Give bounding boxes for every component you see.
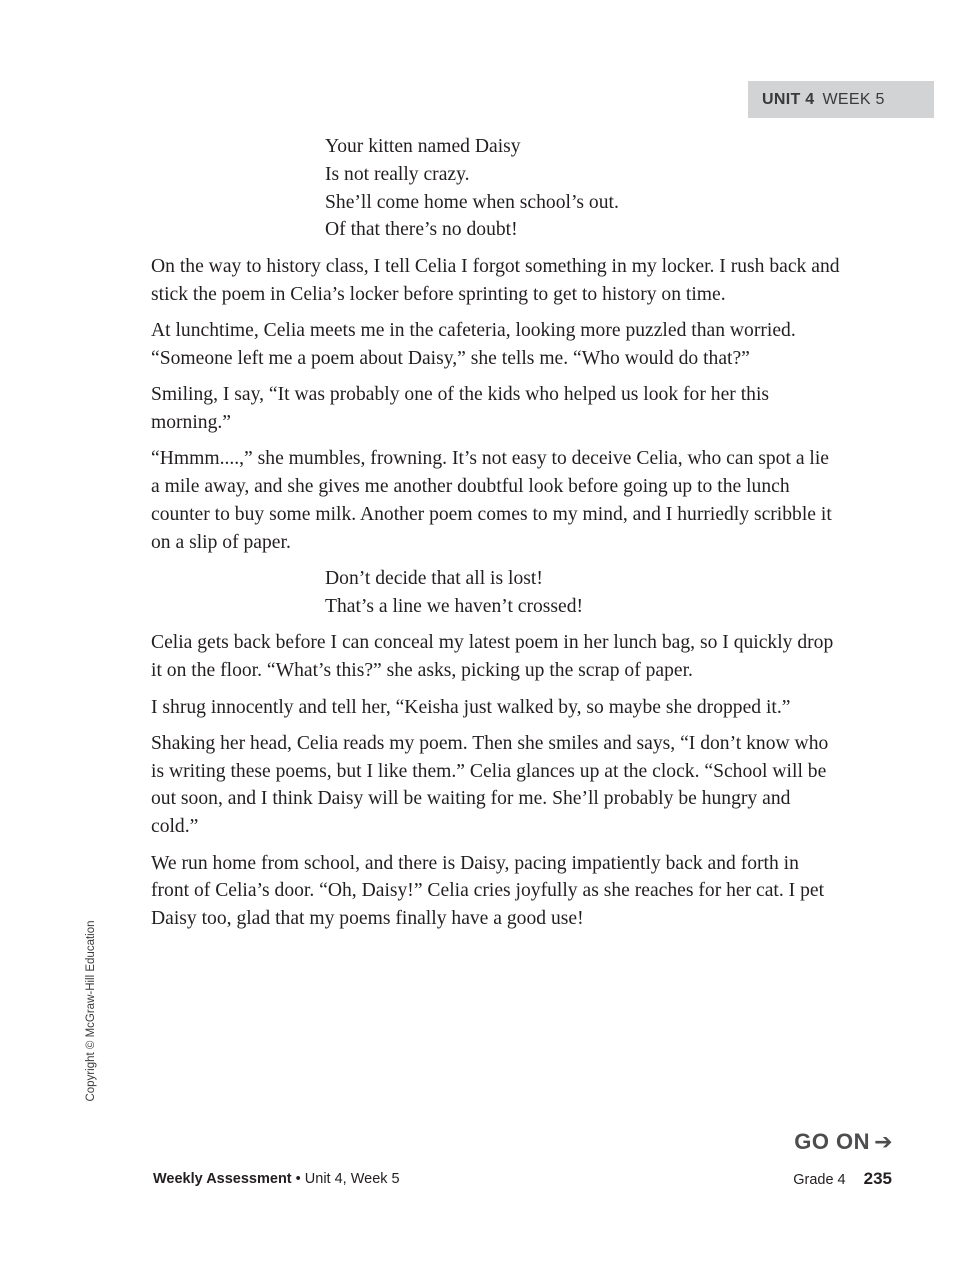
paragraph: We run home from school, and there is Daisy, pacing impatiently back and forth in front of Celia’s door. “Oh, Daisy!” Celia cries joyfully as she reaches for her cat. I pet Daisy too, glad that my poems finally have a good use! — [151, 852, 825, 930]
paragraph: Celia gets back before I can conceal my latest poem in her lunch bag, so I quickly drop it on the floor. “What’s this?” she asks, picking up the scrap of paper. — [151, 632, 834, 682]
poem-line: That’s a line we haven’t crossed! — [325, 595, 584, 617]
poem-line: Your kitten named Daisy — [325, 136, 521, 157]
paragraph: On the way to history class, I tell Celia I forgot something in my locker. I rush back and stick the poem in Celia’s locker before sprinting to get to history on time. — [151, 255, 840, 305]
footer-assessment — [153, 1171, 400, 1187]
footer-page-info — [793, 1169, 892, 1189]
story-text — [151, 133, 841, 942]
footer-title: Weekly Assessment — [153, 1171, 292, 1187]
poem-line: Is not really crazy. — [325, 163, 470, 185]
footer-separator: • — [291, 1171, 305, 1187]
copyright-text: Copyright © McGraw-Hill Education — [85, 920, 97, 1102]
paragraph: “Hmmm....,” she mumbles, frowning. It’s not easy to deceive Celia, who can spot a lie a mile away, and she gives me another doubtful look before going up to the lunch counter to buy some milk. Another poem comes to my mind, and I hurriedly scribble it on a slip of paper. — [151, 448, 832, 553]
go-on-label: GO ON — [794, 1129, 871, 1154]
poem-line: Of that there’s no doubt! — [325, 219, 518, 241]
poem-line: She’ll come home when school’s out. — [325, 191, 619, 213]
poem-two — [325, 565, 841, 621]
arrow-right-icon: ➔ — [874, 1129, 893, 1154]
paragraph: Shaking her head, Celia reads my poem. Then she smiles and says, “I don’t know who is writing these poems, but I like them.” Celia glances up at the clock. “School will be out soon, and I think Daisy will be waiting for me. She’ll probably be hungry and cold.” — [151, 732, 829, 838]
poem-one — [325, 133, 841, 244]
unit-label: UNIT 4 — [762, 90, 815, 108]
week-label: WEEK 5 — [822, 90, 885, 108]
paragraph: At lunchtime, Celia meets me in the cafeteria, looking more puzzled than worried. “Someone left me a poem about Daisy,” she tells me. “Who would do that?” — [151, 319, 796, 369]
footer-unit-week: Unit 4, Week 5 — [304, 1171, 400, 1187]
paragraph: I shrug innocently and tell her, “Keisha just walked by, so maybe she dropped it.” — [151, 696, 791, 718]
unit-week-tab — [748, 81, 934, 118]
go-on-indicator — [794, 1129, 893, 1155]
paragraph: Smiling, I say, “It was probably one of the kids who helped us look for her this morning.” — [151, 384, 770, 433]
poem-line: Don’t decide that all is lost! — [325, 568, 543, 590]
page-number: 235 — [863, 1169, 892, 1188]
footer-grade: Grade 4 — [793, 1172, 846, 1188]
